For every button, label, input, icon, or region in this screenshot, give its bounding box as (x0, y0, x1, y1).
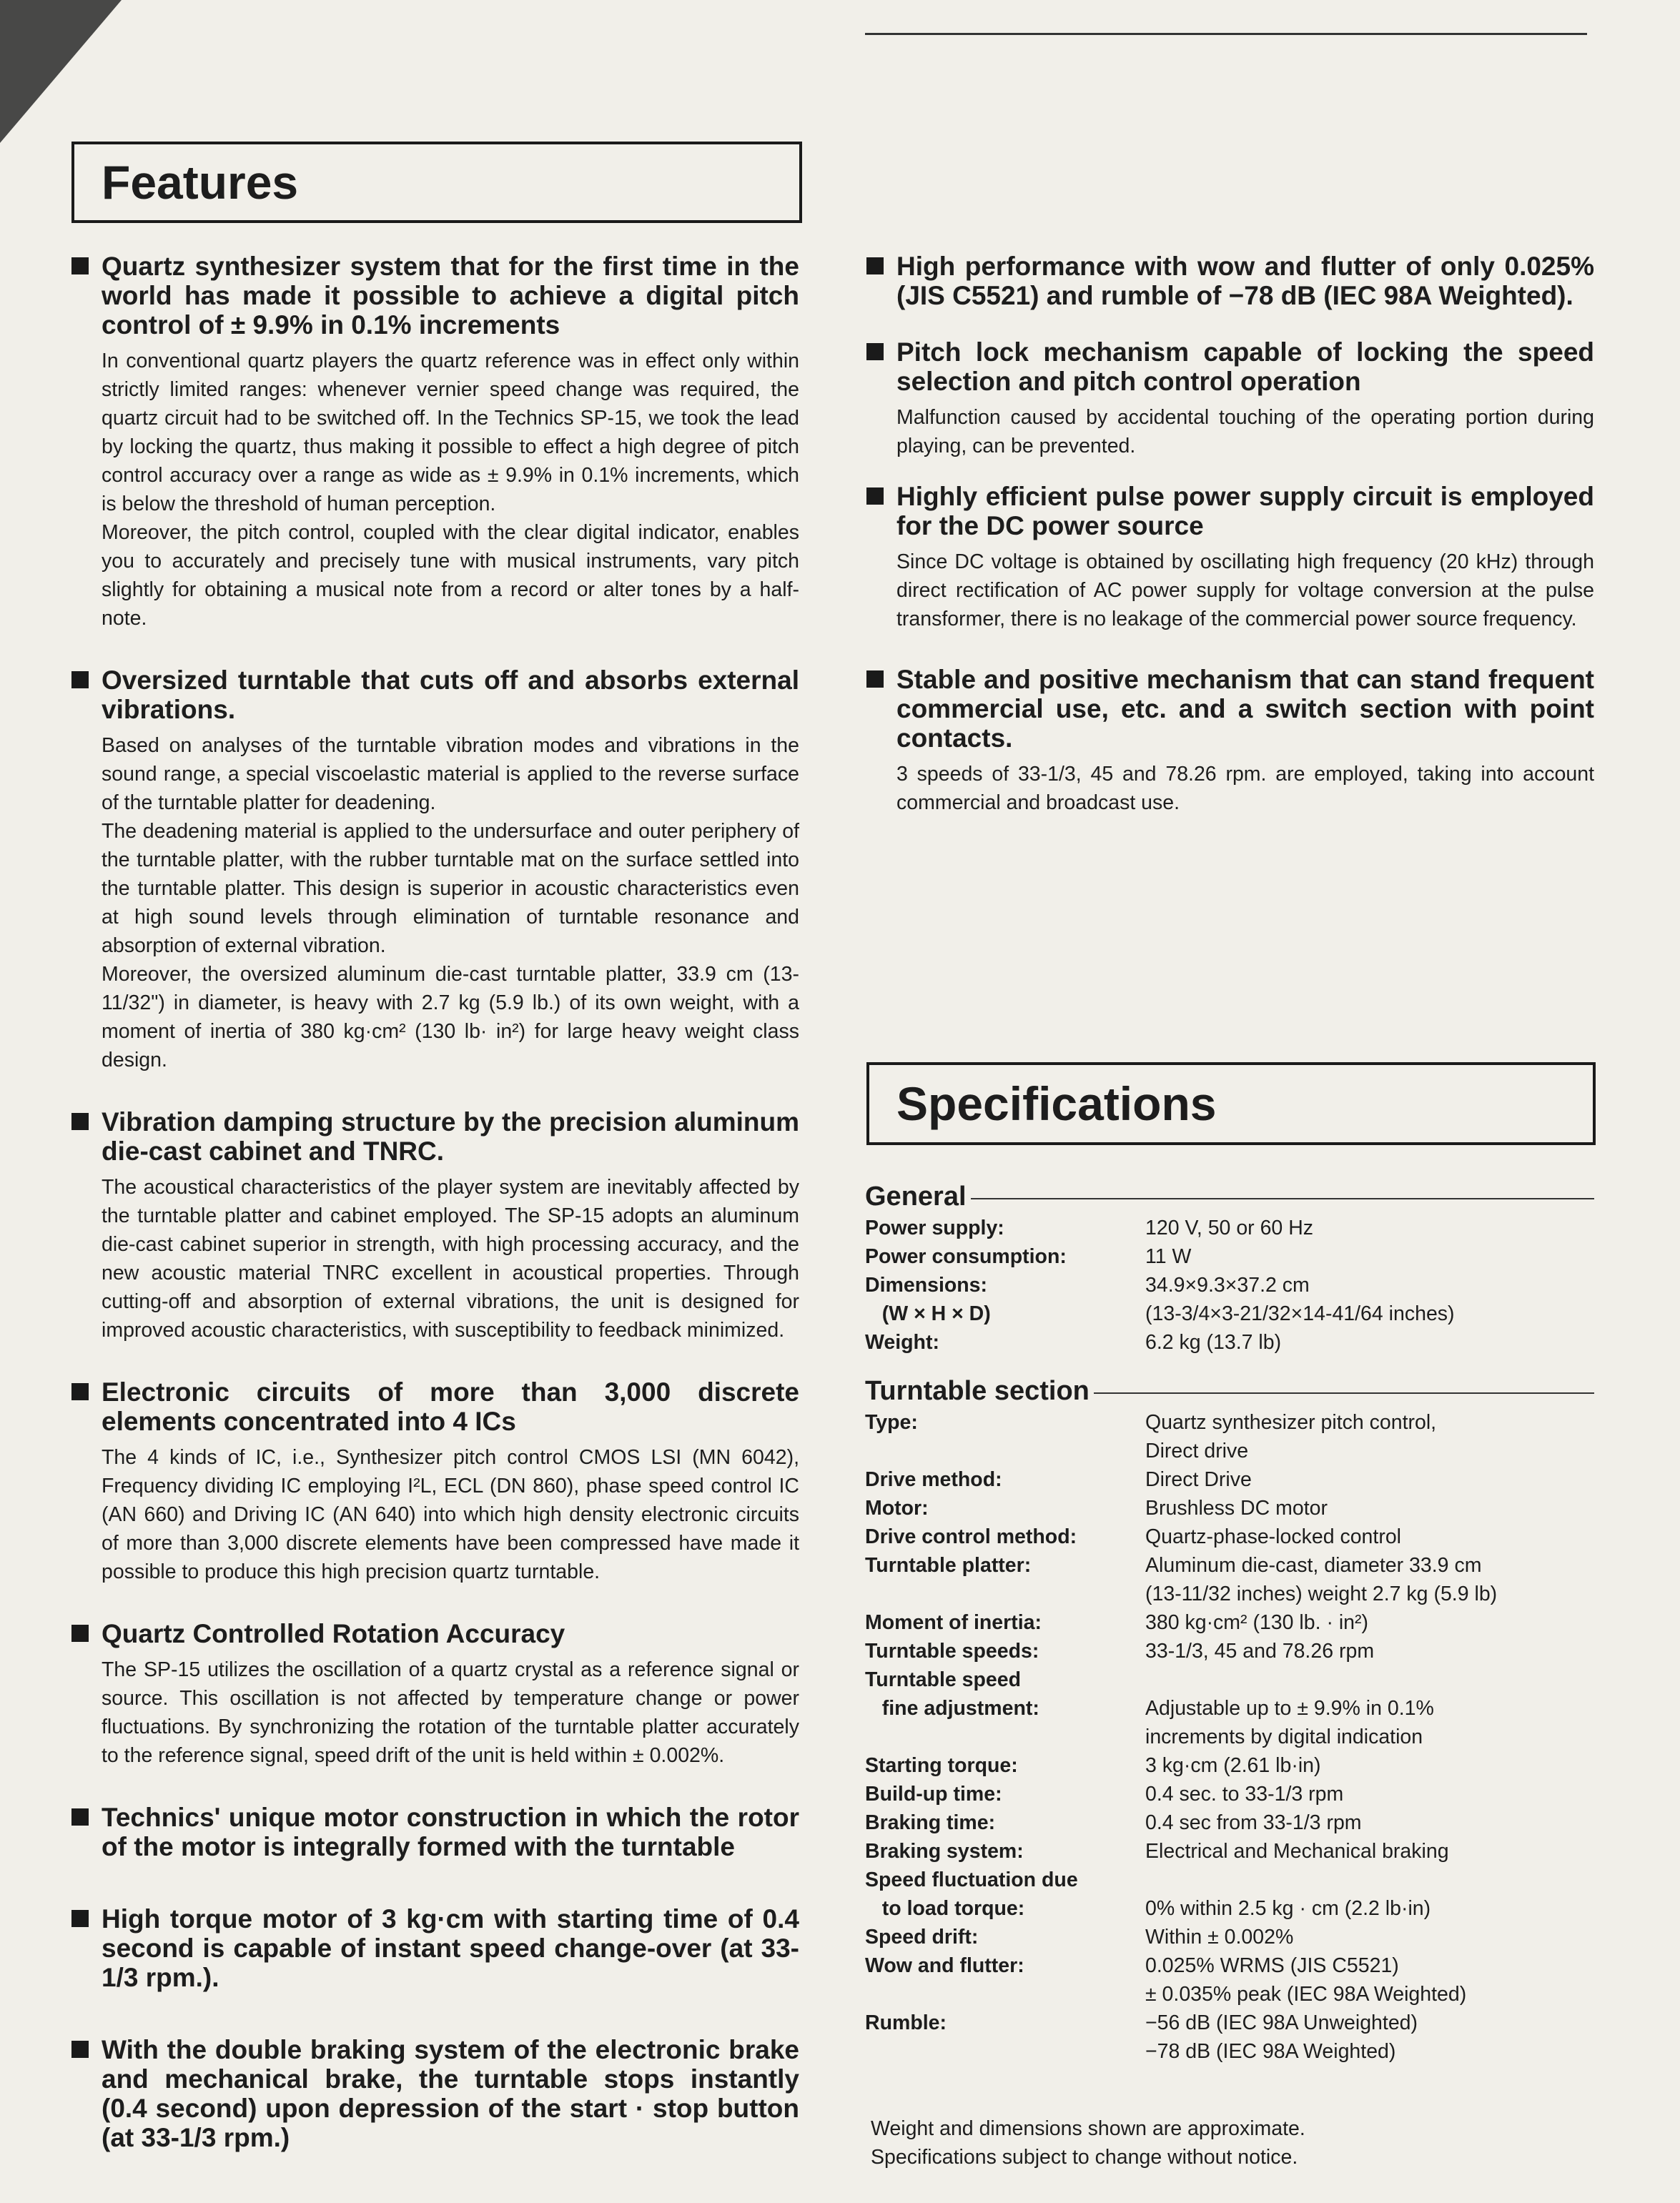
spec-row (865, 1408, 1594, 1465)
spec-value: Adjustable up to ± 9.9% in 0.1% increments by digital indication (1145, 1697, 1434, 1748)
spec-label: Braking time: (865, 1811, 996, 1834)
feature-body: Based on analyses of the turntable vibration modes and vibrations in the sound range, a special viscoelastic material is applied to the reverse surface of the turntable platter for deadening. (102, 734, 799, 814)
spec-value: 0.4 sec from 33-1/3 rpm (1145, 1811, 1362, 1834)
spec-row (865, 1214, 1594, 1242)
spec-row (865, 2009, 1594, 2066)
feature-heading: Quartz synthesizer system that for the first time in the world has made it possible to achieve a digital pitch control of ± 9.9% in 0.1% increments (71, 252, 799, 340)
specifications-title-box (866, 1062, 1596, 1145)
spec-value: Direct Drive (1145, 1468, 1252, 1491)
feature-item (866, 665, 1594, 817)
spec-section-heading (865, 1375, 1594, 1407)
feature-item (866, 337, 1594, 460)
spec-section (865, 1181, 1594, 1357)
feature-body: The 4 kinds of IC, i.e., Synthesizer pitch control CMOS LSI (MN 6042), Frequency dividing IC employing I²L, ECL (DN 860), phase speed control IC (AN 660) and Driving IC (AN 640) into which high density electronic circuits of more than 3,000 discrete elements have been compressed have made it possible to produce this high precision quartz turntable. (102, 1446, 799, 1583)
spec-label: Power supply: (865, 1217, 1004, 1239)
feature-heading: Highly efficient pulse power supply circuit is employed for the DC power source (866, 482, 1594, 540)
spec-row (865, 1551, 1594, 1608)
spec-row (865, 1837, 1594, 1866)
spec-value: 120 V, 50 or 60 Hz (1145, 1217, 1314, 1239)
footnote-approximate: Weight and dimensions shown are approximate. (871, 2117, 1305, 2140)
feature-item (71, 2035, 799, 2152)
feature-heading: Electronic circuits of more than 3,000 discrete elements concentrated into 4 ICs (71, 1377, 799, 1436)
spec-label: Speed drift: (865, 1926, 979, 1949)
spec-row (865, 1242, 1594, 1271)
feature-item (71, 252, 799, 633)
feature-item (71, 1803, 799, 1861)
spec-value: 0.025% WRMS (JIS C5521) ± 0.035% peak (IEC 98A Weighted) (1145, 1954, 1467, 2006)
spec-label: Turntable speed fine adjustment: (865, 1668, 1039, 1720)
spec-label: Weight: (865, 1331, 939, 1354)
spec-label: Rumble: (865, 2011, 947, 2034)
specifications-title: Specifications (896, 1077, 1217, 1130)
feature-item (71, 1377, 799, 1586)
spec-label: Drive control method: (865, 1525, 1077, 1548)
feature-item (71, 1619, 799, 1770)
feature-body: 3 speeds of 33-1/3, 45 and 78.26 rpm. are employed, taking into account commercial and broadcast use. (896, 763, 1594, 814)
features-left-column (71, 252, 799, 2159)
feature-body: In conventional quartz players the quartz reference was in effect only within strictly limited ranges: whenever vernier speed change was required, the quartz circuit had to be switched off. In the Technics SP-15, we took the lead by locking the quartz, thus making it possible to effect a high degree of pitch control accuracy over a range as wide as ± 9.9% in 0.1% increments, which is below the threshold of human perception. (102, 350, 799, 515)
spec-section-heading (865, 1181, 1594, 1212)
spec-row (865, 1271, 1594, 1328)
feature-body: The deadening material is applied to the undersurface and outer periphery of the turntable platter, with the rubber turntable mat on the surface settled into the turntable platter. This design is superior in acoustic characteristics even at high sound levels through elimination of turntable resonance and absorption of external vibration. (102, 820, 799, 957)
feature-heading: Oversized turntable that cuts off and absorbs external vibrations. (71, 665, 799, 724)
feature-heading: High performance with wow and flutter of only 0.025% (JIS C5521) and rumble of −78 dB (IEC 98A Weighted). (866, 252, 1594, 310)
spec-value: 0% within 2.5 kg · cm (2.2 lb·in) (1145, 1897, 1431, 1920)
spec-label: Build-up time: (865, 1783, 1002, 1806)
spec-value: 34.9×9.3×37.2 cm (13-3/4×3-21/32×14-41/64 inches) (1145, 1274, 1455, 1325)
spec-section-rule (1094, 1392, 1594, 1394)
spec-row (865, 1637, 1594, 1665)
spec-row (865, 1866, 1594, 1923)
feature-heading: Stable and positive mechanism that can stand frequent commercial use, etc. and a switch section with point contacts. (866, 665, 1594, 753)
spec-label: Type: (865, 1411, 918, 1434)
spec-value: −56 dB (IEC 98A Unweighted) −78 dB (IEC 98A Weighted) (1145, 2011, 1418, 2063)
spec-value: Quartz-phase-locked control (1145, 1525, 1402, 1548)
spec-label: Wow and flutter: (865, 1954, 1024, 1977)
spec-section (865, 1375, 1594, 2066)
spec-value: 6.2 kg (13.7 lb) (1145, 1331, 1282, 1354)
spec-row (865, 1923, 1594, 1951)
feature-body: Moreover, the pitch control, coupled with the clear digital indicator, enables you to accurately and precisely tune with musical instruments, vary pitch slightly for obtaining a musical note from a record or alter tones by a half-note. (102, 521, 799, 630)
specifications-table (865, 1174, 1594, 2066)
features-right-column (866, 252, 1594, 817)
feature-item (71, 1904, 799, 1992)
feature-heading: Pitch lock mechanism capable of locking the speed selection and pitch control operation (866, 337, 1594, 396)
spec-row (865, 1523, 1594, 1551)
feature-heading: Technics' unique motor construction in which the rotor of the motor is integrally formed with the turntable (71, 1803, 799, 1861)
feature-body: The acoustical characteristics of the player system are inevitably affected by the turntable platter and cabinet employed. The SP-15 adopts an aluminum die-cast cabinet superior in strength, with high processing accuracy, and the new acoustic material TNRC excellent in acoustical properties. Through cutting-off and absorption of external vibrations, the unit is designed for improved acoustic characteristics, with susceptibility to feedback minimized. (102, 1176, 799, 1342)
spec-footnotes (871, 2114, 1586, 2172)
spec-value: 11 W (1145, 1245, 1192, 1268)
feature-heading: Vibration damping structure by the precision aluminum die-cast cabinet and TNRC. (71, 1107, 799, 1166)
top-rule (865, 33, 1587, 35)
spec-label: Moment of inertia: (865, 1611, 1042, 1634)
feature-body: Malfunction caused by accidental touching of the operating portion during playing, can be prevented. (896, 406, 1594, 457)
feature-heading: Quartz Controlled Rotation Accuracy (71, 1619, 799, 1648)
feature-body: Since DC voltage is obtained by oscillating high frequency (20 kHz) through direct rectification of AC power supply for voltage conversion at the pulse transformer, there is no leakage of the commercial power source frequency. (896, 550, 1594, 630)
spec-row (865, 1808, 1594, 1837)
spec-row (865, 1951, 1594, 2009)
spec-row (865, 1608, 1594, 1637)
spec-row (865, 1780, 1594, 1808)
feature-item (866, 252, 1594, 310)
spec-label: Turntable platter: (865, 1554, 1032, 1577)
spec-value: Electrical and Mechanical braking (1145, 1840, 1449, 1863)
spec-section-rule (971, 1198, 1594, 1199)
spec-label: Starting torque: (865, 1754, 1018, 1777)
spec-label: Power consumption: (865, 1245, 1067, 1268)
footnote-change-notice: Specifications subject to change without notice. (871, 2146, 1298, 2169)
spec-label: Speed fluctuation due to load torque: (865, 1868, 1078, 1920)
features-title: Features (102, 156, 299, 209)
features-title-box (71, 142, 802, 223)
spec-value: Quartz synthesizer pitch control, Direct drive (1145, 1411, 1437, 1462)
spec-label: Motor: (865, 1497, 929, 1520)
spec-label: Drive method: (865, 1468, 1002, 1491)
spec-label: Turntable speeds: (865, 1640, 1039, 1663)
spec-section-title: General (865, 1182, 967, 1212)
feature-item (71, 665, 799, 1074)
feature-heading: With the double braking system of the electronic brake and mechanical brake, the turntable stops instantly (0.4 second) upon depression of the start · stop button (at 33-1/3 rpm.) (71, 2035, 799, 2152)
feature-item (866, 482, 1594, 633)
feature-body: The SP-15 utilizes the oscillation of a quartz crystal as a reference signal or source. This oscillation is not affected by temperature change or power fluctuations. By synchronizing the rotation of the turntable platter accurately to the reference signal, speed drift of the unit is held within ± 0.002%. (102, 1658, 799, 1767)
spec-label: Braking system: (865, 1840, 1024, 1863)
spec-value: 33-1/3, 45 and 78.26 rpm (1145, 1640, 1375, 1663)
page-corner (0, 0, 122, 143)
spec-value: 380 kg·cm² (130 lb. · in²) (1145, 1611, 1369, 1634)
spec-row (865, 1328, 1594, 1357)
spec-section-title: Turntable section (865, 1376, 1089, 1406)
feature-item (71, 1107, 799, 1345)
spec-value: 3 kg·cm (2.61 lb·in) (1145, 1754, 1321, 1777)
feature-heading: High torque motor of 3 kg·cm with starting time of 0.4 second is capable of instant speed change-over (at 33-1/3 rpm.). (71, 1904, 799, 1992)
spec-row (865, 1494, 1594, 1523)
spec-row (865, 1465, 1594, 1494)
spec-value: 0.4 sec. to 33-1/3 rpm (1145, 1783, 1344, 1806)
feature-body: Moreover, the oversized aluminum die-cast turntable platter, 33.9 cm (13-11/32") in diameter, is heavy with 2.7 kg (5.9 lb.) of its own weight, with a moment of inertia of 380 kg·cm² (130 lb· in²) for large heavy weight class design. (102, 963, 799, 1071)
spec-value: Aluminum die-cast, diameter 33.9 cm (13-11/32 inches) weight 2.7 kg (5.9 lb) (1145, 1554, 1498, 1605)
spec-value: Within ± 0.002% (1145, 1926, 1294, 1949)
spec-label: Dimensions: (W × H × D) (865, 1274, 991, 1325)
spec-value: Brushless DC motor (1145, 1497, 1328, 1520)
spec-row (865, 1665, 1594, 1751)
spec-row (865, 1751, 1594, 1780)
